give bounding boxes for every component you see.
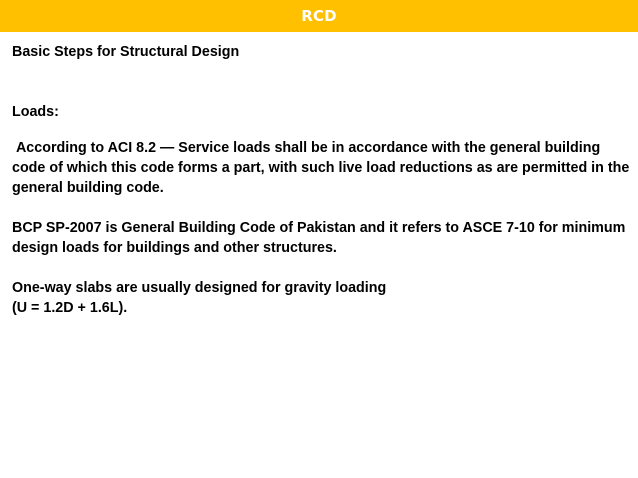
- section-heading-loads: Loads:: [12, 104, 59, 120]
- spacer: [12, 198, 630, 218]
- spacer: [12, 62, 630, 102]
- spacer: [12, 122, 630, 138]
- slide-header-bar: [0, 0, 638, 32]
- paragraph-aci-service-loads: According to ACI 8.2 — Service loads shall be in accordance with the general building code of which this code forms a part, with such live load reductions as are permitted in the general building code.: [12, 140, 634, 196]
- slide-subtitle: Basic Steps for Structural Design: [12, 44, 240, 60]
- spacer: [12, 258, 630, 278]
- load-combination-formula: (U = 1.2D + 1.6L).: [12, 300, 128, 316]
- paragraph-bcp-asce: BCP SP-2007 is General Building Code of Pakistan and it refers to ASCE 7-10 for minimum design loads for buildings and other structures.: [12, 220, 630, 256]
- slide-header-title: RCD: [301, 7, 337, 25]
- paragraph-one-way-slabs: One-way slabs are usually designed for gravity loading: [12, 280, 387, 296]
- slide-body: [12, 42, 634, 318]
